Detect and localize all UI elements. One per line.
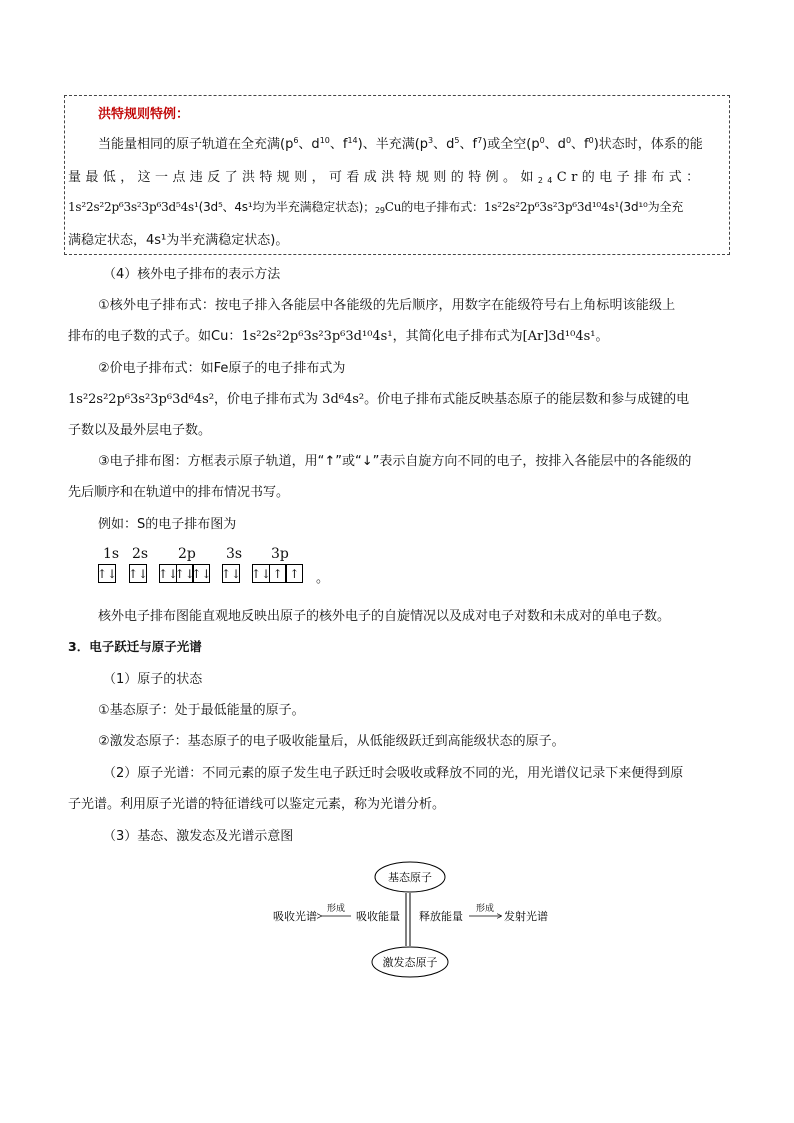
right-form-label: 形成 xyxy=(475,904,495,914)
note-line-3: 1s²2s²2p⁶3s²3p⁶3d⁵4s¹(3d⁵、4s¹均为半充满稳定状态)；$_{29}$Cu的电子排布式：1s²2s²2p⁶3s²3p⁶3d¹⁰4s¹(3d¹⁰为全充 xyxy=(68,200,684,215)
note-line-4: 满稳定状态，4s¹为半充满稳定状态)。 xyxy=(68,233,289,248)
s3-excited-state: ②激发态原子：基态原子的电子吸收能量后，从低能级跃迁到高能级状态的原子。 xyxy=(98,734,565,749)
note-line-2: 量最低，这一点违反了洪特规则，可看成洪特规则的特例。如$_{24}$Cr的电子排布式： xyxy=(68,170,704,185)
orbital-1s-box xyxy=(96,564,118,583)
note-line-1: 当能量相同的原子轨道在全充满($p^6$、$d^{10}$、$f^{14}$)、半充满($p^3$、$d^5$、$f^7$)或全空($p^0$、$d^0$、$f^0$)状态时，体系的能 xyxy=(98,136,703,152)
section-3-heading: 3．电子跃迁与原子光谱 xyxy=(68,639,202,654)
orbital-label-2p: 2p xyxy=(178,546,196,562)
orbital-label-3s: 3s xyxy=(226,546,243,562)
s3-sub2-line1: （2）原子光谱：不同元素的原子发生电子跃迁时会吸收或释放不同的光，用光谱仪记录下来便得到原 xyxy=(103,766,684,781)
orbital-cell: ↑↓ xyxy=(159,564,177,583)
s4-p1-line1: ①核外电子排布式：按电子排入各能层中各能级的先后顺序，用数字在能级符号右上角标明该能级上 xyxy=(98,298,676,313)
emit-spectrum-label: 发射光谱 xyxy=(504,910,548,923)
orbital-3p-boxes xyxy=(252,564,302,583)
s3-sub1: （1）原子的状态 xyxy=(103,672,203,687)
orbital-label-3p: 3p xyxy=(271,546,289,562)
s4-p2-line3: 子数以及最外层电子数。 xyxy=(68,423,212,438)
s4-p4-example: 例如：S的电子排布图为 xyxy=(98,517,237,532)
orbital-2s-box xyxy=(127,564,149,583)
state-spectrum-diagram xyxy=(255,858,565,983)
release-energy-label: 释放能量 xyxy=(419,910,463,923)
s3-sub2-line2: 子光谱。利用原子光谱的特征谱线可以鉴定元素，称为光谱分析。 xyxy=(68,797,446,812)
section-4-heading: （4）核外电子排布的表示方法 xyxy=(103,267,281,282)
orbital-cell: ↑↓ xyxy=(192,564,210,583)
absorb-energy-label: 吸收能量 xyxy=(356,910,400,923)
orbital-period: 。 xyxy=(316,571,330,586)
orbital-cell: ↑↓ xyxy=(222,564,240,583)
s4-p1-line2: 排布的电子数的式子。如Cu：1s²2s²2p⁶3s²3p⁶3d¹⁰4s¹，其简化电子排布式为[Ar]3d¹⁰4s¹。 xyxy=(68,329,609,344)
left-form-label: 形成 xyxy=(326,904,346,914)
orbital-cell: ↑ xyxy=(285,564,303,583)
s4-p3-line2: 先后顺序和在轨道中的排布情况书写。 xyxy=(68,485,290,500)
s3-ground-state: ①基态原子：处于最低能量的原子。 xyxy=(98,703,305,718)
s4-p3-line1: ③电子排布图：方框表示原子轨道，用“↑”或“↓”表示自旋方向不同的电子，按排入各能层中的各能级的 xyxy=(98,454,692,469)
orbital-cell: ↑↓ xyxy=(176,564,194,583)
orbital-label-1s: 1s xyxy=(103,546,120,562)
orbital-cell: ↑ xyxy=(269,564,287,583)
note-title: 洪特规则特例： xyxy=(98,107,190,122)
excited-state-label: 激发态原子 xyxy=(382,956,438,969)
orbital-3s-box xyxy=(220,564,242,583)
s4-p5: 核外电子排布图能直观地反映出原子的核外电子的自旋情况以及成对电子对数和未成对的单电子数。 xyxy=(98,609,671,624)
ground-state-label: 基态原子 xyxy=(388,871,432,884)
s3-sub3: （3）基态、激发态及光谱示意图 xyxy=(103,829,294,844)
s4-p2-line1: ②价电子排布式：如Fe原子的电子排布式为 xyxy=(98,361,346,376)
s4-p2-line2: 1s²2s²2p⁶3s²3p⁶3d⁶4s²，价电子排布式为 3d⁶4s²。价电子排布式能反映基态原子的能层数和参与成键的电 xyxy=(68,392,690,407)
orbital-cell: ↑↓ xyxy=(98,564,116,583)
orbital-2p-boxes xyxy=(157,564,212,583)
orbital-cell: ↑↓ xyxy=(129,564,147,583)
orbital-cell: ↑↓ xyxy=(252,564,270,583)
absorb-spectrum-label: 吸收光谱 xyxy=(273,910,317,923)
orbital-label-2s: 2s xyxy=(132,546,149,562)
